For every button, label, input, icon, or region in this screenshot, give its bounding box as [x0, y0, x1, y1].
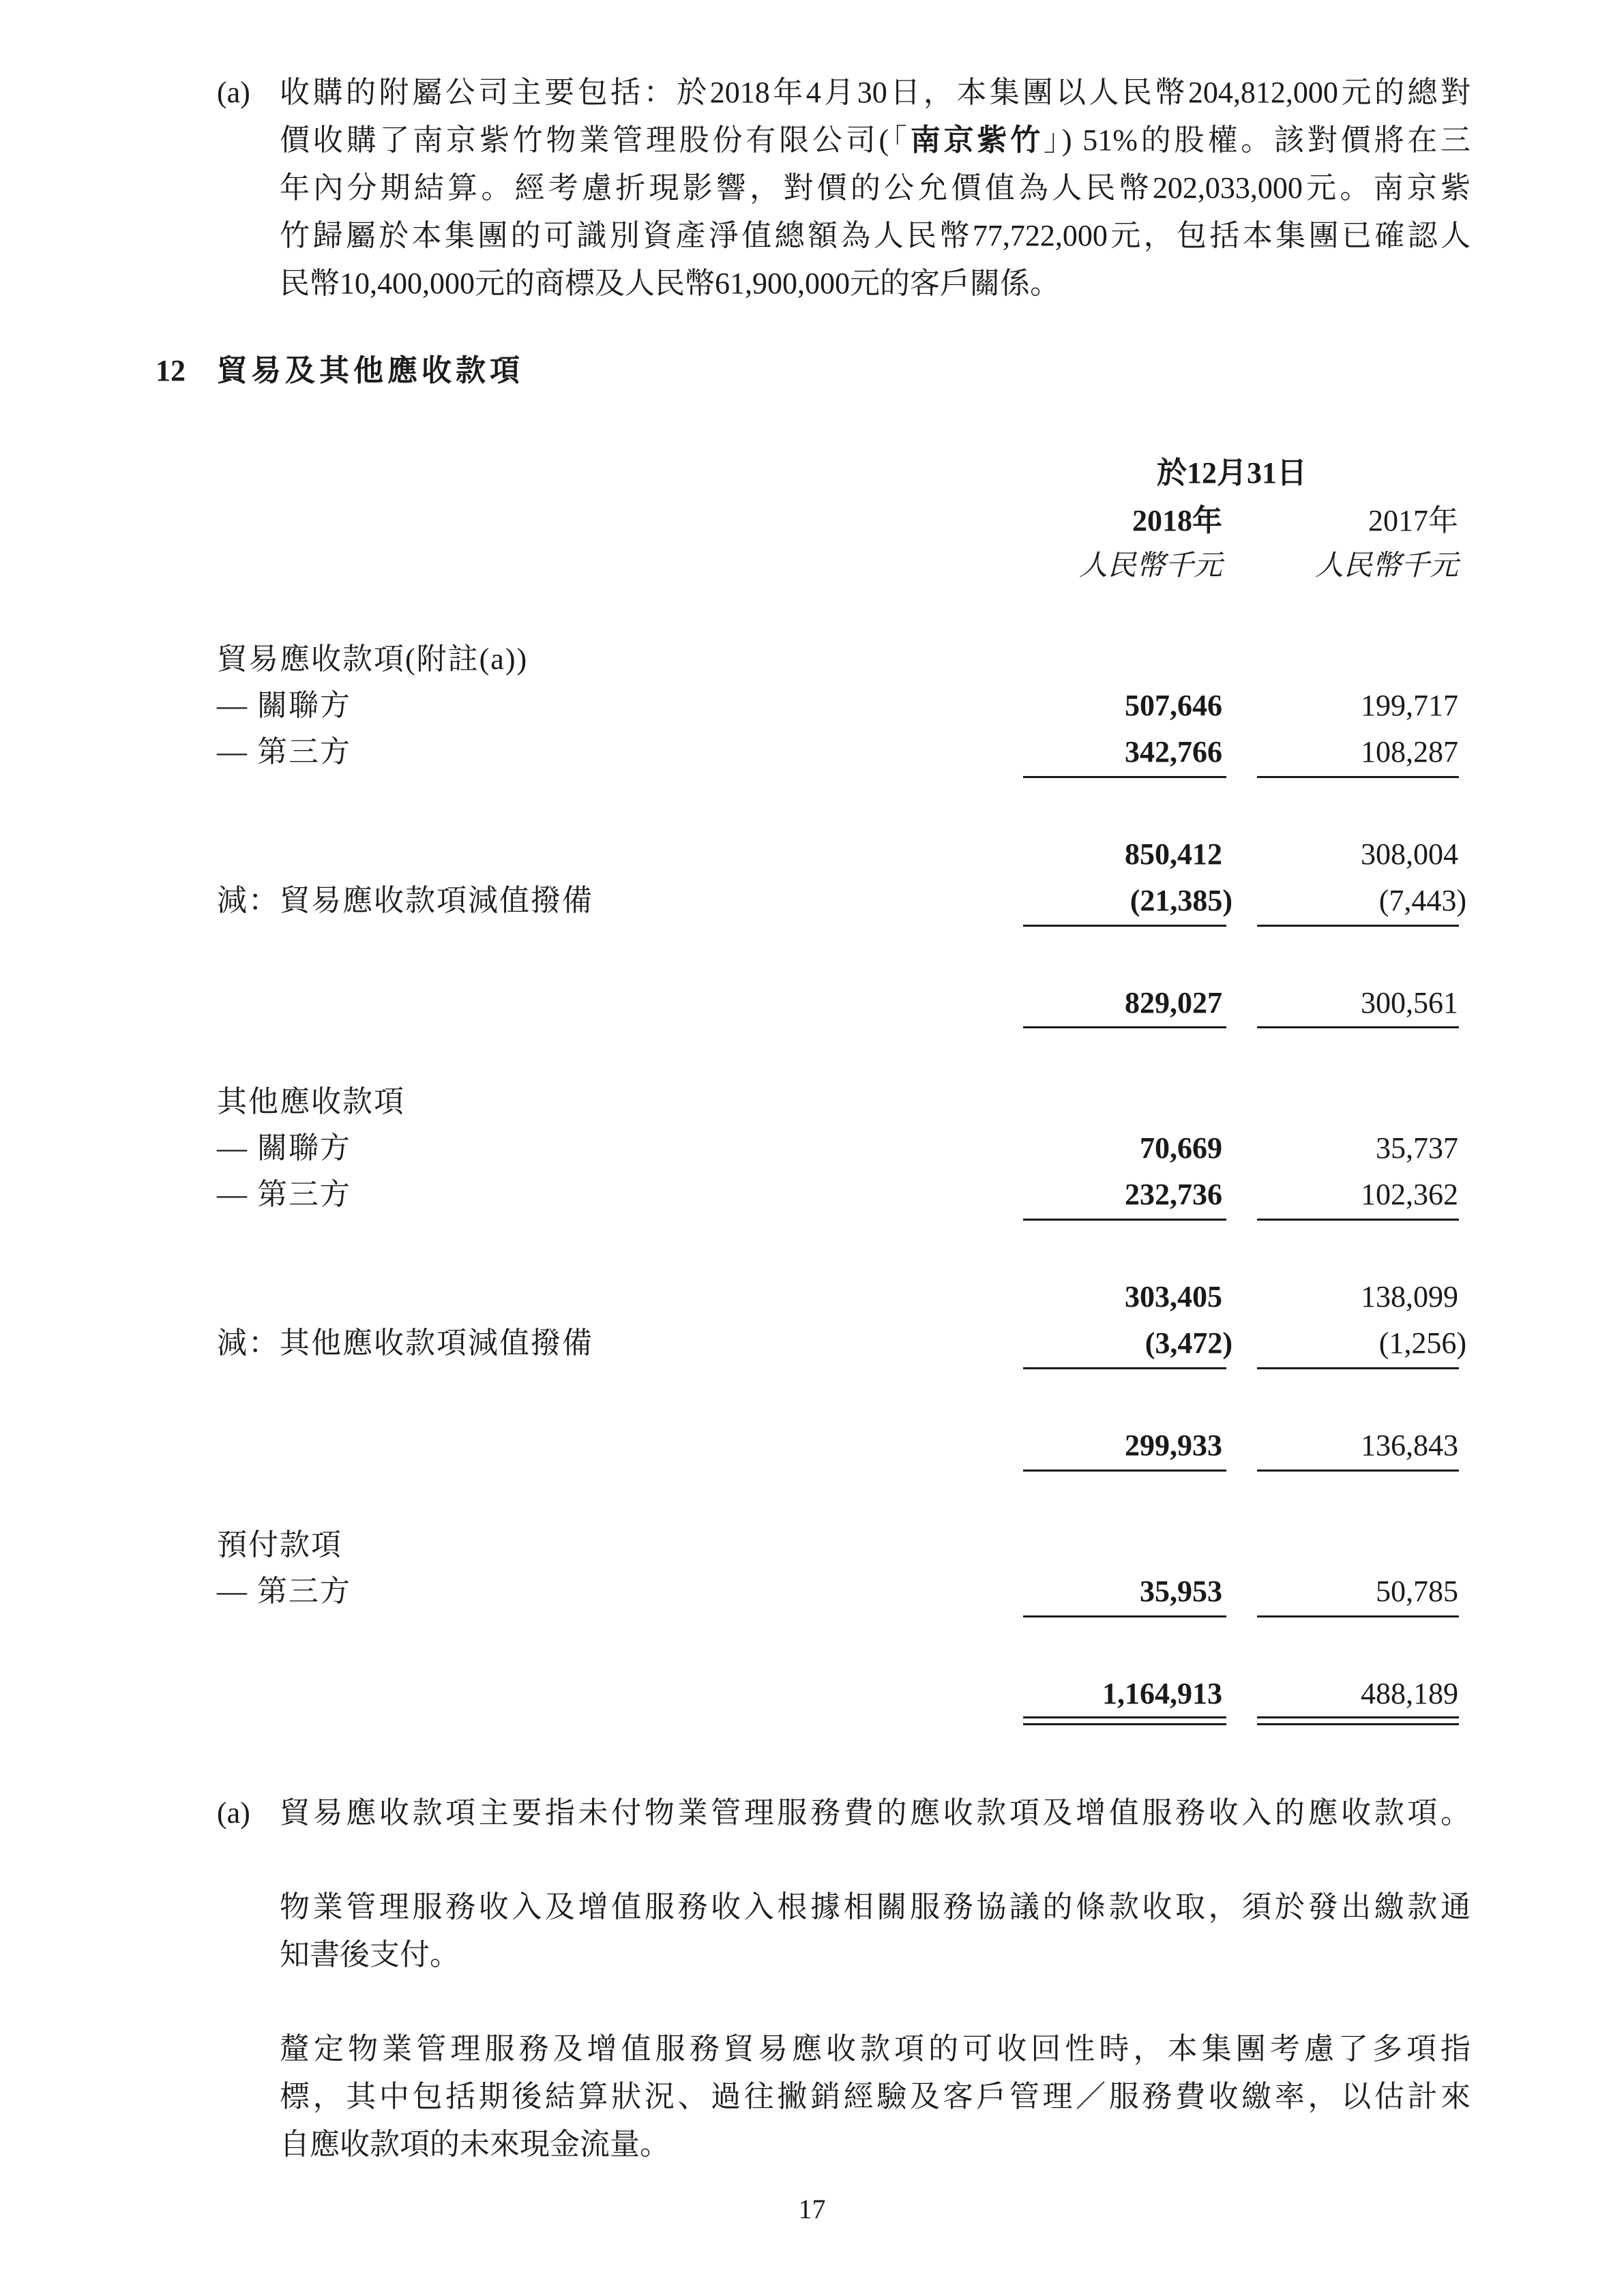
company-short-name: 南京紫竹: [910, 123, 1044, 158]
rule-after-other-net-2018: [1023, 1470, 1226, 1472]
rule-trade-subtotal-2017: [1257, 776, 1459, 778]
section-number: 12: [156, 354, 186, 387]
row-value-other-net-2017: 136,843: [1361, 1429, 1458, 1462]
rule-after-trade-net-2017: [1257, 1026, 1459, 1028]
rule-total-double-top-2017: [1257, 1716, 1459, 1718]
row-label-trade-related: — 關聯方: [217, 689, 351, 722]
table-header-year-current: 2018年: [1132, 504, 1222, 537]
row-value-other-third-2018: 232,736: [1125, 1178, 1222, 1211]
intro-note-line-4: 竹歸屬於本集團的可識別資產淨值總額為人民幣77,722,000元，包括本集團已確認人: [280, 219, 1471, 252]
notes-paragraph-3-line-1: 釐定物業管理服務及增值服務貿易應收款項的可收回性時，本集團考慮了多項指: [280, 2032, 1471, 2066]
row-value-other-related-2017: 35,737: [1376, 1131, 1458, 1165]
row-label-other-related: — 關聯方: [217, 1131, 351, 1165]
rule-total-2018: [1023, 1615, 1226, 1617]
row-value-trade-third-2017: 108,287: [1361, 735, 1458, 769]
rule-trade-subtotal-2018: [1023, 776, 1226, 778]
rule-after-other-net-2017: [1257, 1470, 1459, 1472]
intro-note-line-1: 收購的附屬公司主要包括：於2018年4月30日，本集團以人民幣204,812,000元的總對: [280, 76, 1471, 109]
row-value-trade-gross-2018: 850,412: [1125, 837, 1222, 871]
row-value-other-gross-2018: 303,405: [1125, 1280, 1222, 1313]
row-value-trade-impairment-2018: (21,385): [1130, 884, 1232, 917]
row-value-prepayments-third-2018: 35,953: [1140, 1575, 1222, 1608]
page-number: 17: [798, 2194, 826, 2224]
row-value-trade-gross-2017: 308,004: [1361, 837, 1458, 871]
row-label-trade-third: — 第三方: [217, 735, 351, 769]
row-value-trade-net-2017: 300,561: [1361, 986, 1458, 1019]
row-value-other-third-2017: 102,362: [1361, 1178, 1458, 1211]
notes-paragraph-3-line-2: 標，其中包括期後結算狀況、過往撇銷經驗及客戶管理／服務費收繳率，以估計來: [280, 2080, 1471, 2113]
row-label-other-impairment: 減：其他應收款項減值撥備: [217, 1326, 593, 1360]
rule-other-subtotal-2017: [1257, 1219, 1459, 1221]
intro-note-label: (a): [217, 76, 250, 109]
intro-note-line-2b: 」) 51%的股權。該對價將在三: [1044, 123, 1471, 157]
row-value-trade-related-2017: 199,717: [1361, 689, 1458, 722]
row-value-total-2017: 488,189: [1361, 1677, 1458, 1710]
table-header-unit-current: 人民幣千元: [1078, 548, 1222, 582]
row-value-other-gross-2017: 138,099: [1361, 1280, 1458, 1313]
table-header-date: 於12月31日: [1157, 456, 1307, 490]
intro-note-line-5: 民幣10,400,000元的商標及人民幣61,900,000元的客戶關係。: [280, 267, 1060, 300]
row-value-prepayments-third-2017: 50,785: [1376, 1575, 1458, 1608]
intro-note-line-3: 年內分期結算。經考慮折現影響，對價的公允價值為人民幣202,033,000元。南京紫: [280, 171, 1471, 205]
row-label-prepayments: 預付款項: [217, 1528, 342, 1562]
table-header-year-prior: 2017年: [1368, 504, 1458, 537]
intro-note-line-2: [280, 123, 1471, 158]
row-label-trade-receivables: 貿易應收款項(附註(a)): [217, 642, 529, 676]
rule-total-2017: [1257, 1615, 1459, 1617]
rule-after-trade-net-2018: [1023, 1026, 1226, 1028]
notes-label: (a): [217, 1796, 250, 1830]
rule-trade-net-2017: [1257, 925, 1459, 927]
row-label-other-receivables: 其他應收款項: [217, 1085, 405, 1118]
row-value-other-related-2018: 70,669: [1140, 1131, 1222, 1165]
notes-paragraph-2-line-2: 知書後支付。: [280, 1938, 460, 1971]
row-value-other-impairment-2018: (3,472): [1145, 1326, 1232, 1360]
row-value-total-2018: 1,164,913: [1102, 1677, 1222, 1710]
row-value-trade-related-2018: 507,646: [1125, 689, 1222, 722]
row-value-trade-third-2018: 342,766: [1125, 735, 1222, 769]
rule-total-double-bottom-2017: [1257, 1723, 1459, 1725]
row-value-trade-net-2018: 829,027: [1125, 986, 1222, 1019]
intro-note-line-2a: 價收購了南京紫竹物業管理股份有限公司(「: [280, 123, 911, 157]
rule-other-net-2018: [1023, 1367, 1226, 1369]
section-title: 貿易及其他應收款項: [217, 354, 524, 387]
rule-trade-net-2018: [1023, 925, 1226, 927]
row-value-other-net-2018: 299,933: [1125, 1429, 1222, 1462]
row-value-other-impairment-2017: (1,256): [1378, 1326, 1466, 1360]
row-label-prepayments-third: — 第三方: [217, 1575, 351, 1608]
rule-other-net-2017: [1257, 1367, 1459, 1369]
notes-paragraph-2-line-1: 物業管理服務收入及增值服務收入根據相關服務協議的條款收取，須於發出繳款通: [280, 1890, 1471, 1924]
rule-other-subtotal-2018: [1023, 1219, 1226, 1221]
notes-paragraph-3-line-3: 自應收款項的未來現金流量。: [280, 2128, 670, 2161]
row-label-other-third: — 第三方: [217, 1178, 351, 1211]
rule-total-double-bottom-2018: [1023, 1723, 1226, 1725]
row-label-trade-impairment: 減：貿易應收款項減值撥備: [217, 884, 593, 917]
table-header-unit-prior: 人民幣千元: [1314, 548, 1458, 582]
rule-total-double-top-2018: [1023, 1716, 1226, 1718]
notes-paragraph-1: 貿易應收款項主要指未付物業管理服務費的應收款項及增值服務收入的應收款項。: [280, 1796, 1471, 1830]
row-value-trade-impairment-2017: (7,443): [1378, 884, 1466, 917]
